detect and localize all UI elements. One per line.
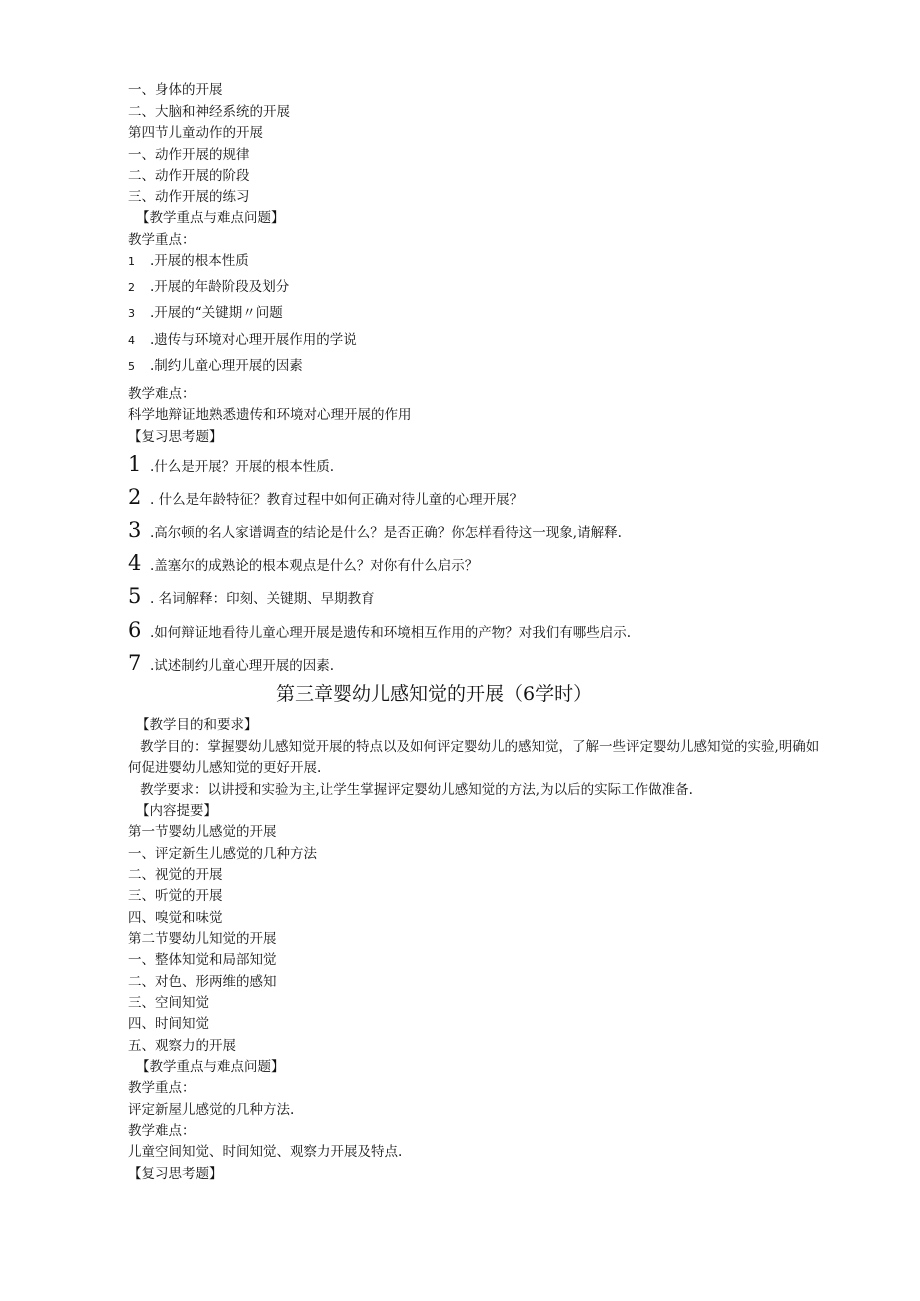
key-point-item: [128, 303, 283, 324]
question-text: .什么是开展？开展的根本性质.: [150, 459, 335, 475]
key-point-item: [128, 356, 303, 377]
key-points-text: 评定新屋儿感觉的几种方法.: [128, 1102, 295, 1118]
section-heading: 第二节婴幼儿知觉的开展: [128, 931, 277, 947]
outline-line: 四、嗅觉和味觉: [128, 910, 223, 926]
outline-line: 四、时间知觉: [128, 1016, 209, 1032]
item-text: .制约儿童心理开展的因素: [150, 358, 303, 374]
question-text: . 名词解释：印刻、关键期、早期教育: [150, 591, 375, 607]
goal-paragraph: 教学目的：掌握婴幼儿感知觉开展的特点以及如何评定婴幼儿的感知觉，了解一些评定婴幼儿感知觉的实验,明确如何促进婴幼儿感知觉的更好开展.: [128, 739, 820, 776]
difficult-text: 儿童空间知觉、时间知觉、观察力开展及特点.: [128, 1144, 403, 1160]
question-number: 7: [128, 651, 142, 675]
key-points-header: 【教学重点与难点问题】: [136, 1059, 285, 1075]
key-points-label: 教学重点：: [128, 232, 196, 248]
key-points-header: 【教学重点与难点问题】: [136, 210, 285, 226]
question-text: .如何辩证地看待儿童心理开展是遗传和环境相互作用的产物？对我们有哪些启示.: [150, 625, 632, 641]
question-number: 3: [128, 518, 142, 542]
outline-line: 二、大脑和神经系统的开展: [128, 104, 290, 120]
item-text: .遗传与环境对心理开展作用的学说: [150, 332, 357, 348]
item-text: .开展的“关键期〃问题: [150, 305, 283, 321]
question-text: .盖塞尔的成熟论的根本观点是什么？对你有什么启示？: [150, 558, 479, 574]
key-point-item: [128, 251, 249, 272]
question-number: 6: [128, 618, 142, 642]
review-question: [128, 586, 375, 609]
review-question: [128, 620, 631, 643]
item-number: 4: [128, 334, 135, 347]
item-number: 1: [128, 255, 135, 268]
outline-line: 一、整体知觉和局部知觉: [128, 952, 277, 968]
question-text: . 什么是年龄特征？教育过程中如何正确对待儿童的心理开展？: [150, 492, 524, 508]
outline-line: 一、动作开展的规律: [128, 147, 250, 163]
requirement-paragraph: 教学要求：以讲授和实验为主,让学生掌握评定婴幼儿感知觉的方法,为以后的实际工作做准备.: [140, 782, 693, 798]
item-text: .开展的年龄阶段及划分: [150, 279, 290, 295]
outline-line: 三、空间知觉: [128, 995, 209, 1011]
review-question: [128, 487, 523, 510]
outline-line: 三、动作开展的练习: [128, 189, 250, 205]
review-question: [128, 553, 478, 576]
item-text: .开展的根本性质: [150, 253, 249, 269]
item-number: 5: [128, 360, 135, 373]
difficult-label: 教学难点：: [128, 386, 196, 402]
goals-header: 【教学目的和要求】: [136, 717, 258, 733]
question-number: 5: [128, 584, 142, 608]
difficult-label: 教学难点：: [128, 1123, 196, 1139]
question-text: .高尔顿的名人家谱调查的结论是什么？是否正确？你怎样看待这一现象,请解释.: [150, 525, 622, 541]
question-text: .试述制约儿童心理开展的因素.: [150, 658, 335, 674]
key-point-item: [128, 330, 357, 351]
review-question: [128, 454, 334, 477]
outline-line: 一、身体的开展: [128, 82, 223, 98]
review-question: [128, 653, 334, 676]
outline-line: 二、视觉的开展: [128, 867, 223, 883]
review-header: 【复习思考题】: [128, 429, 223, 445]
section-heading: 第四节儿童动作的开展: [128, 125, 263, 141]
question-number: 2: [128, 485, 142, 509]
question-number: 4: [128, 551, 142, 575]
outline-line: 五、观察力的开展: [128, 1038, 236, 1054]
key-points-label: 教学重点：: [128, 1080, 196, 1096]
content-header: 【内容提要】: [136, 803, 217, 819]
outline-line: 二、对色、形两维的感知: [128, 974, 277, 990]
key-point-item: [128, 277, 289, 298]
outline-line: 三、听觉的开展: [128, 888, 223, 904]
chapter-title: 第三章婴幼儿感知觉的开展（6学时）: [276, 683, 593, 705]
difficult-text: 科学地辩证地熟悉遗传和环境对心理开展的作用: [128, 407, 412, 423]
question-number: 1: [128, 452, 142, 476]
outline-line: 二、动作开展的阶段: [128, 168, 250, 184]
outline-line: 一、评定新生儿感觉的几种方法: [128, 846, 317, 862]
review-question: [128, 520, 622, 543]
review-header: 【复习思考题】: [128, 1166, 223, 1182]
section-heading: 第一节婴幼儿感觉的开展: [128, 824, 277, 840]
item-number: 3: [128, 307, 135, 320]
item-number: 2: [128, 281, 135, 294]
